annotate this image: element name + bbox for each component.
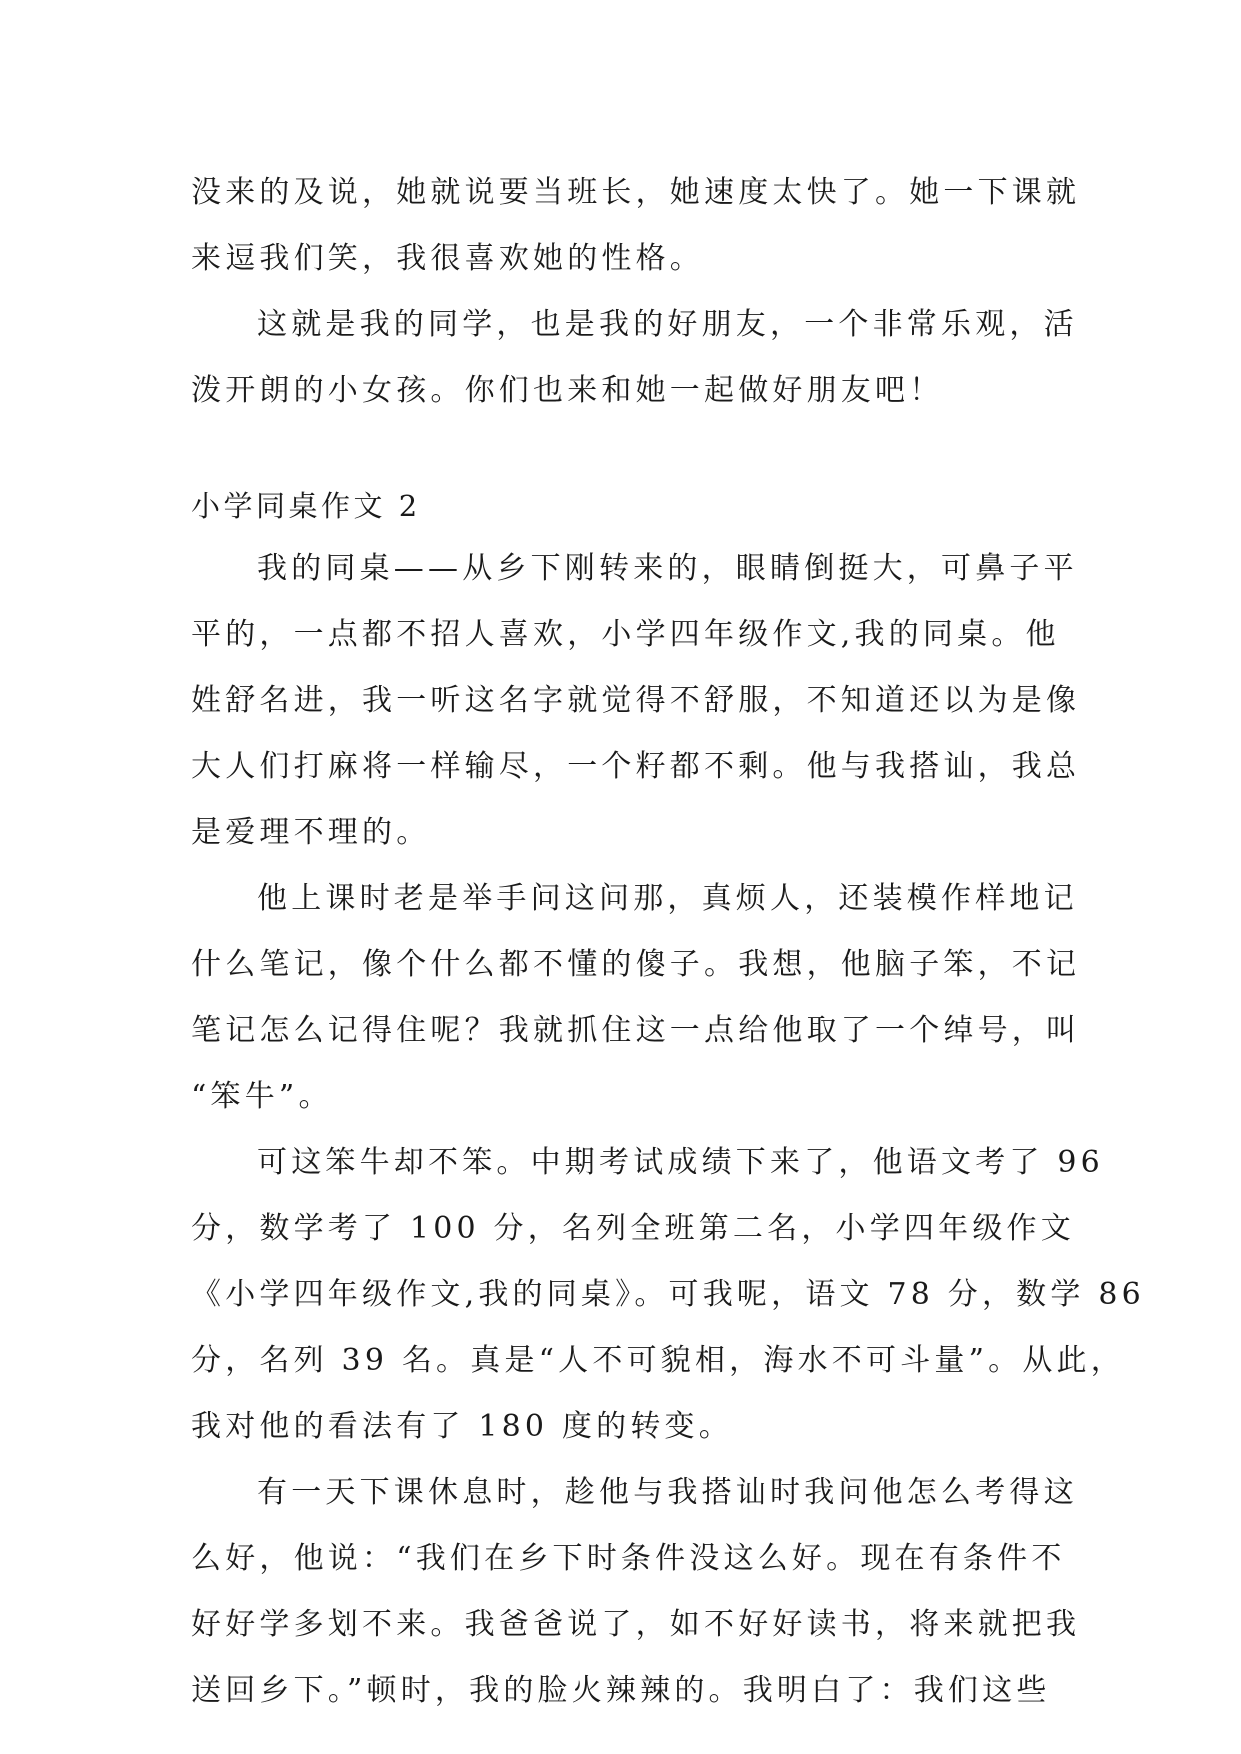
text-line: 分，数学考了 100 分，名列全班第二名，小学四年级作文: [191, 1211, 1075, 1246]
text-line: 是爱理不理的。: [191, 815, 431, 850]
text-line: 可这笨牛却不笨。中期考试成绩下来了，他语文考了 96: [257, 1145, 1104, 1180]
paragraph: [191, 160, 1081, 292]
section-title: 小学同桌作文 2: [191, 489, 421, 523]
text-line: 么好，他说：“我们在乡下时条件没这么好。现在有条件不: [191, 1541, 1066, 1576]
text-line: 大人们打麻将一样输尽，一个籽都不剩。他与我搭讪，我总: [191, 749, 1081, 784]
section-spacer: [191, 424, 1053, 476]
text-line: 我的同桌——从乡下刚转来的，眼睛倒挺大，可鼻子平: [257, 551, 1078, 586]
text-line: 我对他的看法有了 180 度的转变。: [191, 1409, 733, 1444]
document-body: [191, 160, 1145, 1724]
text-line: 送回乡下。”顿时，我的脸火辣辣的。我明白了：我们这些: [191, 1673, 1051, 1708]
text-line: 有一天下课休息时，趁他与我搭讪时我问他怎么考得这: [257, 1475, 1078, 1510]
text-line: 好好学多划不来。我爸爸说了，如不好好读书，将来就把我: [191, 1607, 1081, 1642]
text-line: 姓舒名进，我一听这名字就觉得不舒服，不知道还以为是像: [191, 683, 1081, 718]
text-line: 来逗我们笑，我很喜欢她的性格。: [191, 241, 704, 276]
text-line: 泼开朗的小女孩。你们也来和她一起做好朋友吧！: [191, 373, 944, 408]
text-line: 平的，一点都不招人喜欢，小学四年级作文,我的同桌。他: [191, 617, 1060, 652]
text-line: 笔记怎么记得住呢？我就抓住这一点给他取了一个绰号，叫: [191, 1013, 1081, 1048]
paragraph: [191, 1130, 1145, 1460]
text-line: 什么笔记，像个什么都不懂的傻子。我想，他脑子笨，不记: [191, 947, 1081, 982]
paragraph: [191, 292, 1078, 424]
paragraph: [191, 536, 1081, 866]
paragraph: [191, 866, 1081, 1130]
paragraph: [191, 1460, 1081, 1724]
text-line: 他上课时老是举手问这问那，真烦人，还装模作样地记: [257, 881, 1078, 916]
text-line: 这就是我的同学，也是我的好朋友，一个非常乐观，活: [257, 307, 1078, 342]
text-line: “笨牛”。: [191, 1079, 333, 1114]
text-line: 《小学四年级作文,我的同桌》。可我呢，语文 78 分，数学 86: [191, 1277, 1145, 1312]
text-line: 没来的及说，她就说要当班长，她速度太快了。她一下课就: [191, 175, 1081, 210]
text-line: 分，名列 39 名。真是“人不可貌相，海水不可斗量”。从此，: [191, 1343, 1125, 1378]
